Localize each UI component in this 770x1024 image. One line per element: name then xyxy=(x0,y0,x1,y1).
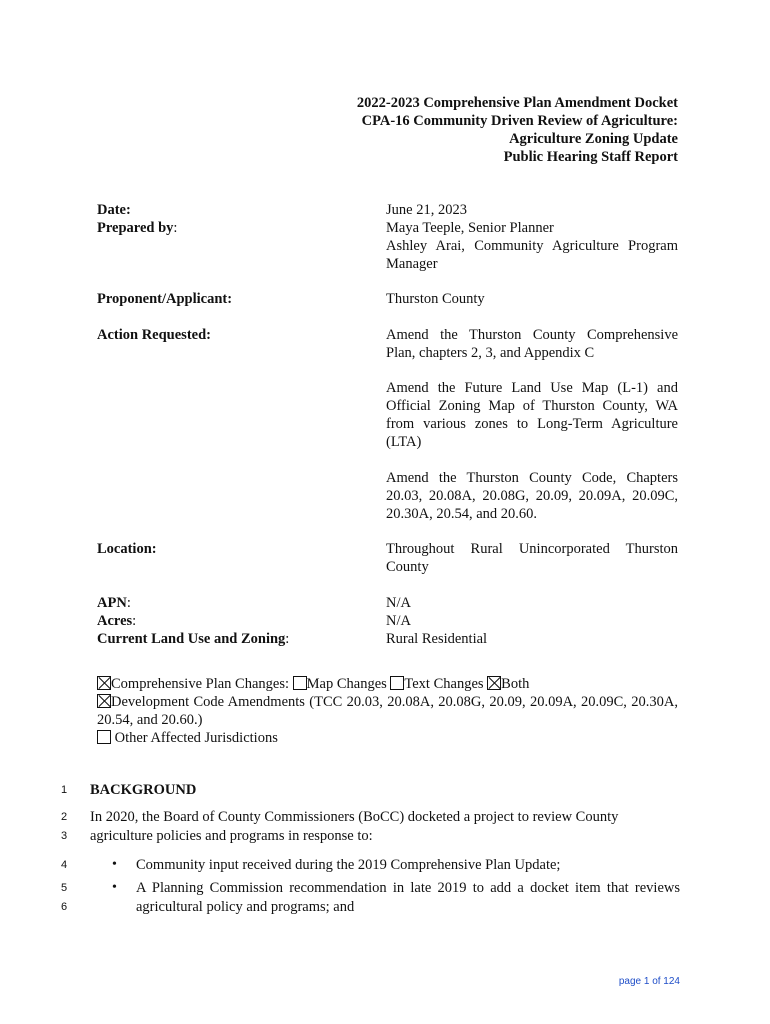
proponent-label: Proponent/Applicant: xyxy=(97,291,233,307)
landuse-label: Current Land Use and Zoning: xyxy=(97,631,290,647)
page-number: page 1 of 124 xyxy=(618,976,680,987)
other-checkbox[interactable] xyxy=(97,730,111,744)
header-line-4: Public Hearing Staff Report xyxy=(503,149,678,165)
background-para-line-2: agriculture policies and programs in response to: xyxy=(90,828,373,844)
prepared-value-2: Ashley Arai, Community Agriculture Program Manager xyxy=(386,238,678,272)
bullet-marker: • xyxy=(112,880,117,895)
acres-value: N/A xyxy=(386,613,411,629)
action-value-1: Amend the Thurston County Comprehensive Plan, chapters 2, 3, and Appendix C xyxy=(386,327,678,361)
comp-plan-checkbox[interactable] xyxy=(97,676,111,690)
map-changes-checkbox[interactable] xyxy=(293,676,307,690)
proponent-value: Thurston County xyxy=(386,291,485,307)
header-line-1: 2022-2023 Comprehensive Plan Amendment Docket xyxy=(356,95,678,111)
line-number: 3 xyxy=(60,830,68,842)
both-label: Both xyxy=(501,676,530,692)
comp-plan-row xyxy=(97,675,678,693)
dev-code-label: Development Code Amendments (TCC 20.03, 20.08A, 20.08G, 20.09, 20.09A, 20.09C, 20.30A, 20.54, and 20.60.) xyxy=(97,694,678,728)
apn-label: APN: xyxy=(97,595,131,611)
apn-value: N/A xyxy=(386,595,411,611)
comp-plan-label: Comprehensive Plan Changes: xyxy=(111,676,290,692)
prepared-label: Prepared by: xyxy=(97,220,178,236)
line-number: 2 xyxy=(60,811,68,823)
header-line-2: CPA-16 Community Driven Review of Agriculture: xyxy=(361,113,678,129)
report-header xyxy=(357,94,678,166)
checkbox-section xyxy=(97,675,678,747)
line-number: 4 xyxy=(60,859,68,871)
dev-code-row xyxy=(97,693,678,729)
line-number: 1 xyxy=(60,784,68,796)
prepared-value-1: Maya Teeple, Senior Planner xyxy=(386,220,554,236)
both-checkbox[interactable] xyxy=(487,676,501,690)
action-value-2: Amend the Future Land Use Map (L-1) and Official Zoning Map of Thurston County, WA from various zones to Long-Term Agriculture (LTA) xyxy=(386,380,678,450)
bullet-marker: • xyxy=(112,857,117,872)
map-changes-label: Map Changes xyxy=(306,676,387,692)
line-number: 6 xyxy=(60,901,68,913)
date-label: Date: xyxy=(97,202,131,218)
header-line-3: Agriculture Zoning Update xyxy=(509,131,678,147)
background-para-line-1: In 2020, the Board of County Commissioners (BoCC) docketed a project to review County xyxy=(90,809,619,825)
date-value: June 21, 2023 xyxy=(386,202,467,218)
line-number: 5 xyxy=(60,882,68,894)
action-value-3: Amend the Thurston County Code, Chapters 20.03, 20.08A, 20.08G, 20.09, 20.09A, 20.09C, 20.30A, 20.54, and 20.60. xyxy=(386,470,678,522)
text-changes-checkbox[interactable] xyxy=(390,676,404,690)
acres-label-text: Acres xyxy=(97,613,133,629)
other-row xyxy=(97,729,678,747)
landuse-value: Rural Residential xyxy=(386,631,488,647)
acres-label: Acres: xyxy=(97,613,137,629)
prepared-label-text: Prepared by xyxy=(97,220,174,236)
action-label: Action Requested: xyxy=(97,327,211,343)
text-changes-label: Text Changes xyxy=(404,676,484,692)
location-value: Throughout Rural Unincorporated Thurston County xyxy=(386,541,678,575)
other-label: Other Affected Jurisdictions xyxy=(114,730,278,746)
bullet-item-2: A Planning Commission recommendation in late 2019 to add a docket item that reviews agricultural policy and programs; and xyxy=(136,880,680,915)
background-heading: BACKGROUND xyxy=(90,782,197,798)
bullet-item-1: Community input received during the 2019 Comprehensive Plan Update; xyxy=(136,857,561,873)
apn-label-text: APN xyxy=(97,595,127,611)
location-label: Location: xyxy=(97,541,157,557)
dev-code-checkbox[interactable] xyxy=(97,694,111,708)
landuse-label-text: Current Land Use and Zoning xyxy=(97,631,286,647)
